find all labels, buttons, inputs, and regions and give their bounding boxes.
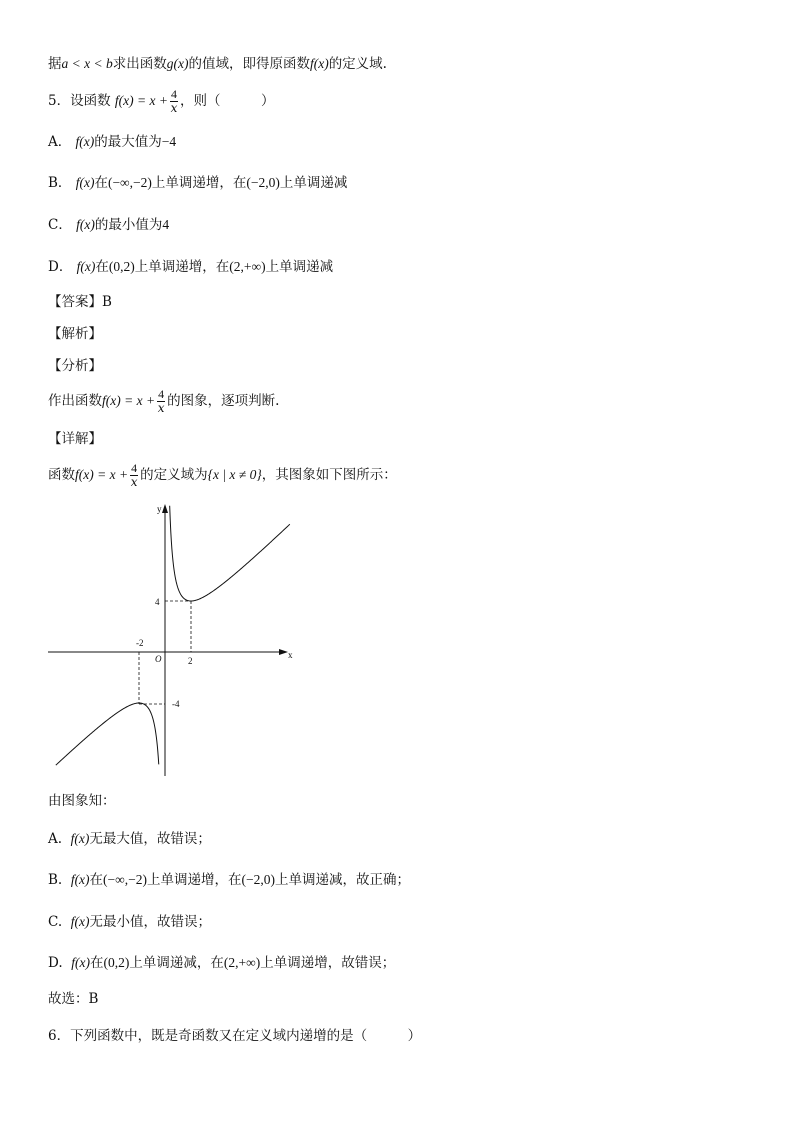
curve-right-branch <box>170 506 290 601</box>
detail-line: 函数f(x) = x + $\frac{4}{x}$ 的定义域为{x | x ≠ 0}，其图象如下图所示： <box>48 461 397 489</box>
tick-label-x-neg2: -2 <box>136 638 144 648</box>
option-d: D． f(x)在(0,2)上单调递增，在(2,+∞)上单调递减 <box>48 259 334 275</box>
line-intro: 据a < x < b求出函数g(x)的值域，即得原函数f(x)的定义域. <box>48 56 387 72</box>
solution-b: B. f(x)在(−∞,−2)上单调递增，在(−2,0)上单调递减，故正确； <box>48 872 410 888</box>
choose-line: 故选：B <box>48 991 99 1007</box>
tick-label-y-neg4: -4 <box>172 699 180 709</box>
answer-label: 【答案】B <box>48 294 112 310</box>
analysis-line: 作出函数f(x) = x + $\frac{4}{x}$ 的图象，逐项判断. <box>48 387 280 415</box>
solution-d: D. f(x)在(0,2)上单调递减，在(2,+∞)上单调递增，故错误； <box>48 955 396 971</box>
y-axis-arrow-icon <box>162 504 168 513</box>
question-6: 6．下列函数中，既是奇函数又在定义域内递增的是（ ） <box>48 1028 422 1044</box>
jiexi-label: 【解析】 <box>48 326 102 342</box>
x-axis-label: x <box>288 650 293 660</box>
curve-left-branch <box>56 703 159 765</box>
xiangjie-label: 【详解】 <box>48 431 102 447</box>
tick-label-x-2: 2 <box>188 656 193 666</box>
fenxi-label: 【分析】 <box>48 358 102 374</box>
option-b: B． f(x)在(−∞,−2)上单调递增，在(−2,0)上单调递减 <box>48 175 348 191</box>
question-5: 5．设函数 f(x) = x + $\frac{4}{x}$ ，则（ ） <box>48 87 275 115</box>
x-axis-arrow-icon <box>279 649 288 655</box>
function-graph <box>44 500 304 782</box>
y-axis-label: y <box>157 504 162 514</box>
solution-c: C. f(x)无最小值，故错误； <box>48 914 211 930</box>
origin-label: O <box>155 654 162 664</box>
tick-label-y-4: 4 <box>155 597 160 607</box>
solution-a: A. f(x)无最大值，故错误； <box>48 831 211 847</box>
from-graph-line: 由图象知： <box>48 793 116 809</box>
option-a: A． f(x)的最大值为−4 <box>48 134 177 150</box>
option-c: C． f(x)的最小值为4 <box>48 217 170 233</box>
